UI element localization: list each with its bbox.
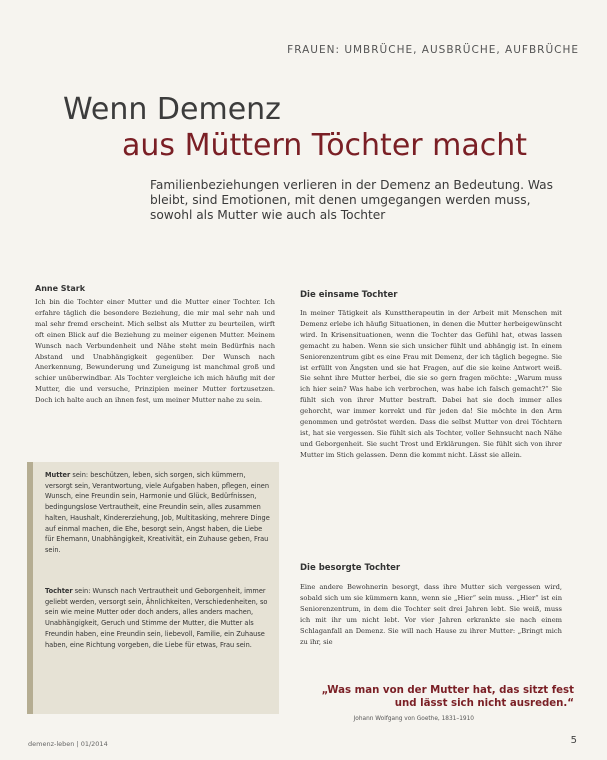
intro-paragraph: Ich bin die Tochter einer Mutter und die Mutter einer Tochter. Ich erfahre täglich die besondere Beziehung, die mir mal sehr nah und mal sehr fremd erscheint. Mich selbst als Mutter zu beurteilen, wirft oft einen Blick auf die Beziehung zu meiner eigenen Mutter. Meinem Wunsch nach Verbundenheit und Nähe steht mein Bedürfnis nach Abstand und Unabhängigkeit gegenüber. Der Wunsch nach Anerkennung, Bewunderung und Zuneigung ist manchmal groß und schier unüberwindbar. Als Tochter vergleiche ich mich häufig mit der Mutter, die und versuche, Prinzipien meiner Mutter fortzusetzen. Doch ich halte auch an ihnen fest, um meiner Mutter nahe zu sein. (35, 298, 275, 405)
pull-quote: „Was man von der Mutter hat, das sitzt fest und lässt sich nicht ausreden.“ (321, 685, 574, 709)
title-line-2: aus Müttern Töchter macht (122, 128, 528, 163)
sidebar-text-mother: sein: beschützen, leben, sich sorgen, sich kümmern, versorgt sein, Verantwortung, viele Aufgaben haben, pflegen, einen Wunsch, eine Freundin sein, Harmonie und Glück, Bedürfnissen, bedingungslose Vertrautheit, eine Freundin sein, alles zusammen halten, Haushalt, Kindererziehung, Job, Multitasking, mehrere Dinge auf einmal machen, die Ehe, besorgt sein, Angst haben, die Liebe für Ehemann, Unabhängigkeit, Kreativität, ein Zuhause geben, Frau sein. (45, 471, 270, 554)
running-head: FRAUEN: UMBRÜCHE, AUSBRÜCHE, AUFBRÜCHE (287, 44, 579, 56)
page-number: 5 (570, 735, 577, 746)
footer-publication: demenz-leben | 01/2014 (28, 740, 108, 748)
author-name: Anne Stark (35, 284, 86, 293)
sidebar-mother-paragraph (45, 470, 273, 556)
sidebar-term-daughter: Tochter (45, 587, 73, 595)
sidebar-daughter-paragraph (45, 586, 273, 650)
sidebar-term-mother: Mutter (45, 471, 71, 479)
title-line-1: Wenn Demenz (63, 92, 281, 127)
sidebar-box (27, 462, 279, 714)
section-text-lonely-daughter: In meiner Tätigkeit als Kunsttherapeutin in der Arbeit mit Menschen mit Demenz erlebe ich häufig Situationen, in denen die Mutter herbeigewünscht wird. In Krisensituationen, wenn die Tochter das Gefühl hat, etwas lassen gemacht zu haben. Wenn sie sich unsicher fühlt und abhängig ist. In einem Seniorenzentrum gibt es eine Frau mit Demenz, der ich täglich begegne. Sie ist erfüllt von Ängsten und sie hat Fragen, auf die sie keine Antwort weiß. Sie sehnt ihre Mutter herbei, die sie so gern fragen möchte: „Warum muss ich hier sein? Was habe ich verbrochen, was habe ich falsch gemacht?“ Sie fühlt sich von ihrer Mutter bestraft. Dabei hat sie doch immer alles gehorcht, war immer korrekt und für jeden da! Sie möchte in den Arm genommen und getröstet werden. Dass die selbst Mutter von drei Töchtern ist, hat sie vergessen. Sie fühlt sich als Tochter, voller Sehnsucht nach Nähe und Geborgenheit. Sie sucht Trost und Erklärungen. Sie fühlt sich von ihrer Mutter im Stich gelassen. Denn die kommt nicht. Lässt sie allein. (300, 309, 562, 459)
sidebar-accent-bar (27, 462, 33, 714)
sidebar-text-daughter: sein: Wunsch nach Vertrautheit und Geborgenheit, immer geliebt werden, versorgt sein, Ähnlichkeiten, Verschiedenheiten, so sein wie meine Mutter oder doch anders, alles anders machen, Unabhängigkeit, Geruch und Stimme der Mutter, die Mutter als Freundin haben, eine Freundin sein, liebevoll, Familie, ein Zuhause haben, eine Richtung vorgeben, die Liebe für etwas, Frau sein. (45, 587, 268, 649)
section-heading-worried-daughter: Die besorgte Tochter (300, 563, 401, 573)
quote-source: Johann Wolfgang von Goethe, 1831–1910 (353, 716, 474, 722)
section-heading-lonely-daughter: Die einsame Tochter (300, 290, 398, 300)
section-text-worried-daughter: Eine andere Bewohnerin besorgt, dass ihre Mutter sich vergessen wird, sobald sich um sie kümmern kann, wenn sie „Hier“ sein muss. „Hier“ ist ein Seniorenzentrum, in dem die Tochter seit drei Jahren lebt. Sie weiß, muss ich mit ihr um nicht lebt. Vor vier Jahren erkrankte sie nach einem Schlaganfall an Demenz. Sie will nach Hause zu ihrer Mutter: „Bringt mich zu ihr, sie (300, 583, 562, 646)
subtitle: Familienbeziehungen verlieren in der Demenz an Bedeutung. Was bleibt, sind Emotionen, mit denen umgegangen werden muss, sowohl als Mutter wie auch als Tochter (150, 178, 554, 222)
